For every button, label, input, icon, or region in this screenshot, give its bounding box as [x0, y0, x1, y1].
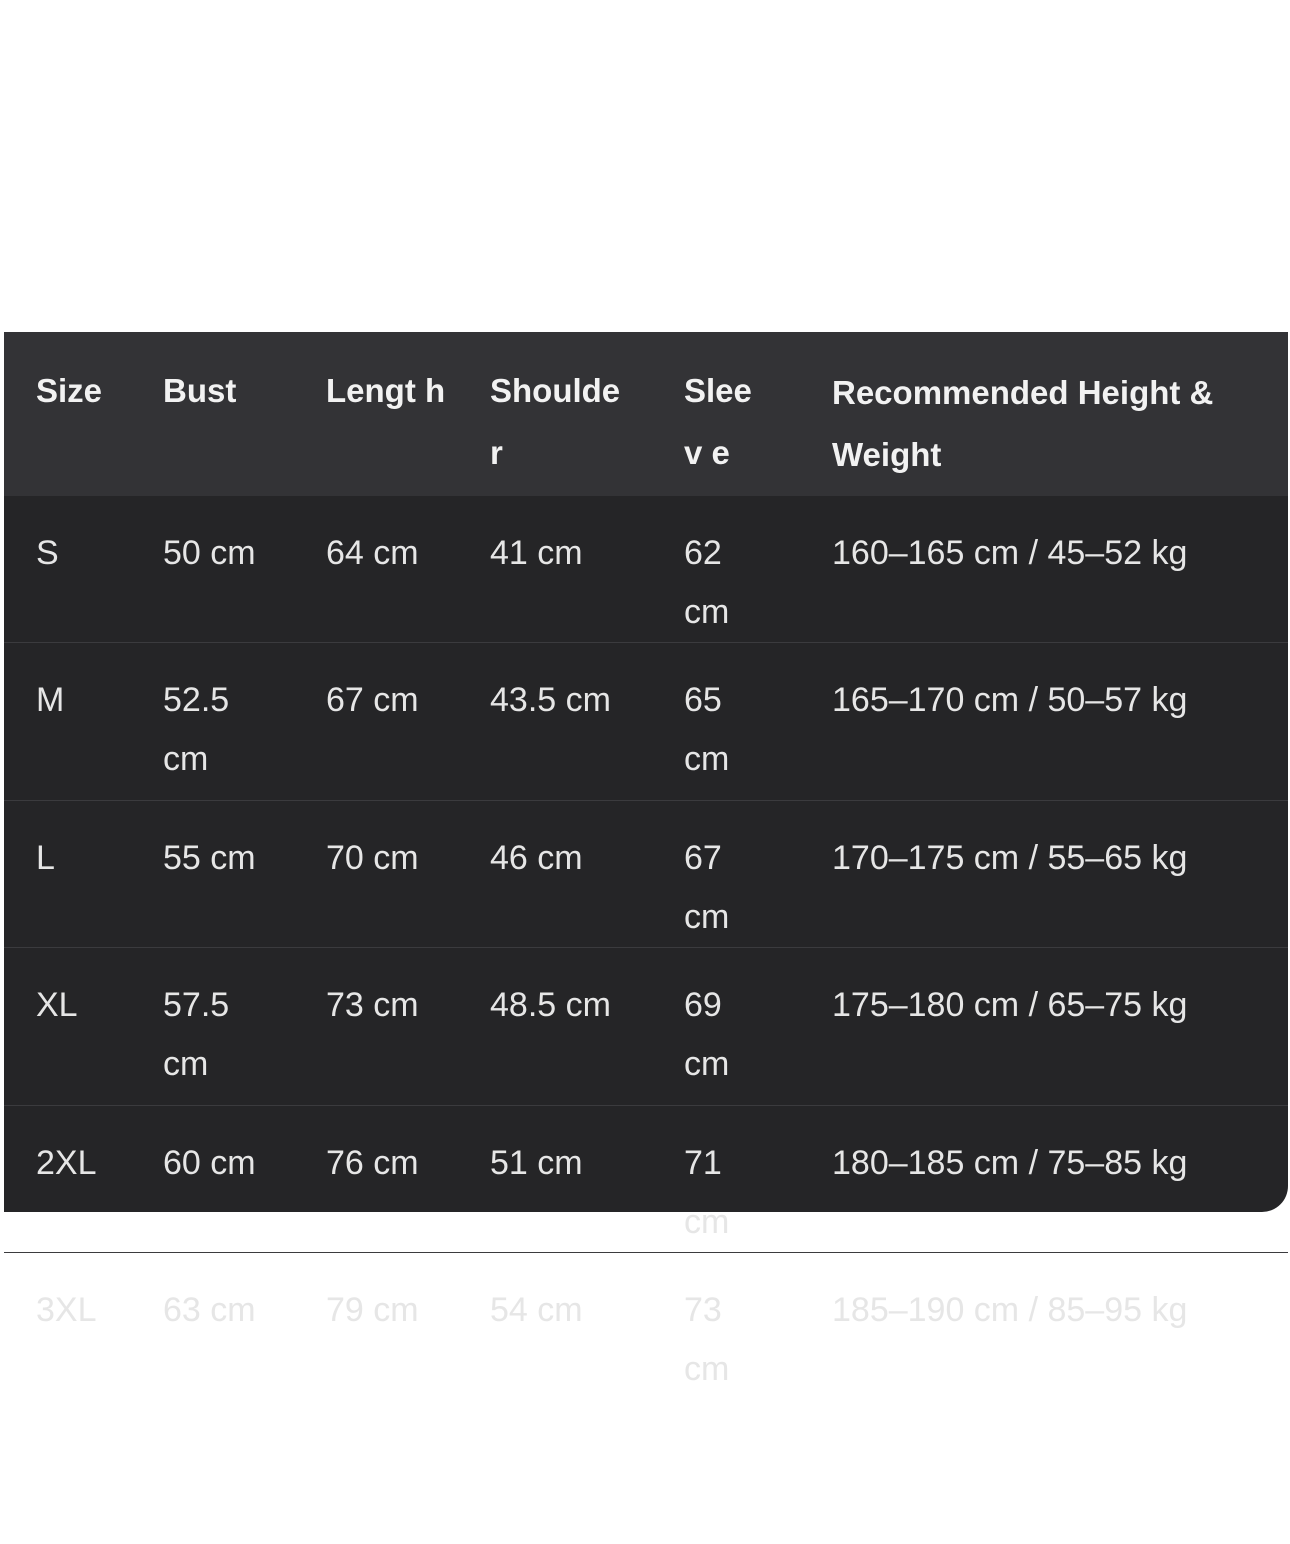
size-chart-table [4, 332, 1288, 1399]
table-header-row [4, 332, 1288, 496]
table-row [4, 1106, 1288, 1253]
cell-bust: 57.5 cm [163, 986, 230, 1083]
header-size: Size [36, 372, 103, 409]
cell-length: 70 cm [326, 839, 419, 877]
cell-shoulder: 41 cm [490, 534, 583, 572]
cell-sleeve: 65 cm [684, 681, 730, 778]
cell-shoulder: 54 cm [490, 1291, 583, 1329]
table-row [4, 1253, 1288, 1400]
cell-size: 2XL [36, 1144, 97, 1182]
cell-length: 79 cm [326, 1291, 419, 1329]
cell-recommended: 185–190 cm / 85–95 kg [832, 1291, 1188, 1329]
header-bust: Bust [163, 372, 237, 409]
table-row [4, 801, 1288, 948]
cell-recommended: 175–180 cm / 65–75 kg [832, 986, 1188, 1024]
header-sleeve: Sleev e [684, 372, 752, 471]
cell-sleeve: 73 cm [684, 1291, 730, 1388]
cell-bust: 55 cm [163, 839, 256, 877]
cell-size: M [36, 681, 65, 719]
cell-recommended: 160–165 cm / 45–52 kg [832, 534, 1188, 572]
cell-sleeve: 67 cm [684, 839, 730, 936]
cell-sleeve: 71 cm [684, 1144, 730, 1241]
cell-shoulder: 46 cm [490, 839, 583, 877]
cell-bust: 52.5 cm [163, 681, 230, 778]
cell-bust: 50 cm [163, 534, 256, 572]
cell-length: 73 cm [326, 986, 419, 1024]
size-chart-panel [4, 332, 1288, 1388]
cell-recommended: 165–170 cm / 50–57 kg [832, 681, 1188, 719]
cell-length: 64 cm [326, 534, 419, 572]
cell-size: 3XL [36, 1291, 97, 1329]
cell-sleeve: 69 cm [684, 986, 730, 1083]
cell-size: L [36, 839, 55, 877]
header-length: Lengt h [326, 372, 446, 409]
cell-size: XL [36, 986, 78, 1024]
table-row [4, 496, 1288, 643]
cell-recommended: 170–175 cm / 55–65 kg [832, 839, 1188, 877]
cell-length: 67 cm [326, 681, 419, 719]
table-row [4, 948, 1288, 1106]
table-row [4, 643, 1288, 801]
header-shoulder: Shoulde r [490, 372, 621, 471]
cell-recommended: 180–185 cm / 75–85 kg [832, 1144, 1188, 1182]
cell-size: S [36, 534, 59, 572]
cell-shoulder: 48.5 cm [490, 986, 611, 1024]
cell-sleeve: 62 cm [684, 534, 730, 631]
cell-shoulder: 51 cm [490, 1144, 583, 1182]
cell-bust: 63 cm [163, 1291, 256, 1329]
header-recommended: Recommended Height & Weight [832, 374, 1214, 473]
cell-bust: 60 cm [163, 1144, 256, 1182]
cell-length: 76 cm [326, 1144, 419, 1182]
cell-shoulder: 43.5 cm [490, 681, 611, 719]
